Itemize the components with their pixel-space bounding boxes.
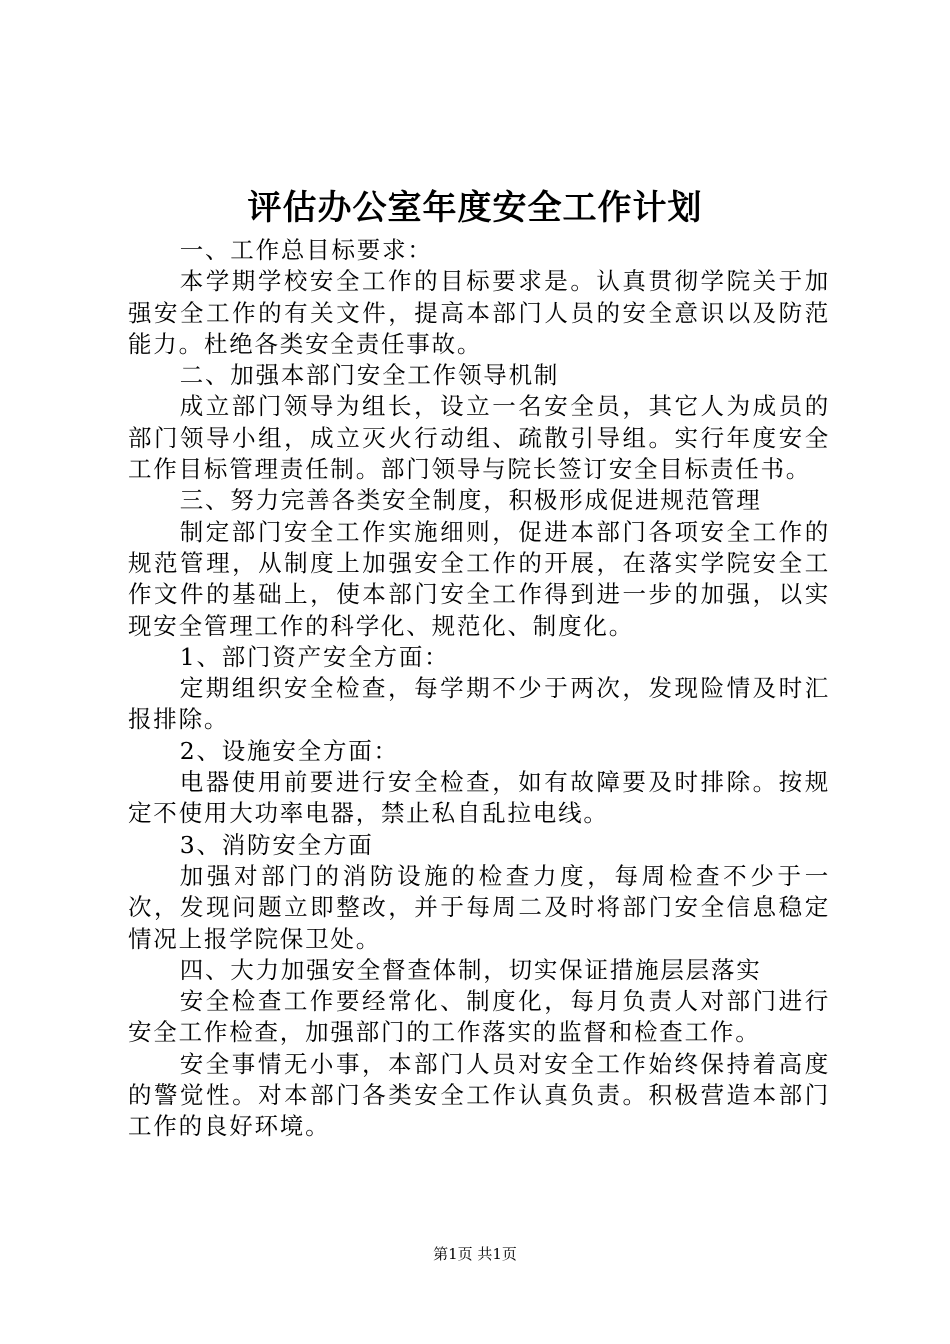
body-paragraph: 安全检查工作要经常化、制度化，每月负责人对部门进行安全工作检查，加强部门的工作落实的监督和检查工作。 xyxy=(128,987,830,1047)
body-paragraph: 安全事情无小事，本部门人员对安全工作始终保持着高度的警觉性。对本部门各类安全工作认真负责。积极营造本部门工作的良好环境。 xyxy=(128,1049,830,1141)
page-footer: 第1页 共1页 xyxy=(433,1245,517,1263)
section-heading-2: 二、加强本部门安全工作领导机制 xyxy=(179,361,560,390)
subsection-heading-3: 3、消防安全方面 xyxy=(179,830,374,859)
subsection-heading-1: 1、部门资产安全方面： xyxy=(179,642,450,671)
document-body xyxy=(128,235,830,1143)
body-paragraph: 成立部门领导为组长，设立一名安全员，其它人为成员的部门领导小组，成立灭火行动组、疏散引导组。实行年度安全工作目标管理责任制。部门领导与院长签订安全目标责任书。 xyxy=(128,392,830,484)
document-title: 评估办公室年度安全工作计划 xyxy=(247,188,703,228)
subsection-heading-2: 2、设施安全方面： xyxy=(179,736,399,765)
body-paragraph: 电器使用前要进行安全检查，如有故障要及时排除。按规定不使用大功率电器，禁止私自乱拉电线。 xyxy=(128,768,830,828)
section-heading-3: 三、努力完善各类安全制度，积极形成促进规范管理 xyxy=(179,486,762,515)
body-paragraph: 制定部门安全工作实施细则，促进本部门各项安全工作的规范管理，从制度上加强安全工作的开展，在落实学院安全工作文件的基础上，使本部门安全工作得到进一步的加强，以实现安全管理工作的科学化、规范化、制度化。 xyxy=(128,517,830,640)
body-paragraph: 本学期学校安全工作的目标要求是。认真贯彻学院关于加强安全工作的有关文件，提高本部门人员的安全意识以及防范能力。杜绝各类安全责任事故。 xyxy=(128,267,830,358)
body-paragraph: 定期组织安全检查，每学期不少于两次，发现险情及时汇报排除。 xyxy=(128,674,830,734)
section-heading-4: 四、大力加强安全督查体制，切实保证措施层层落实 xyxy=(179,955,762,984)
section-heading-1: 一、工作总目标要求： xyxy=(179,236,433,264)
body-paragraph: 加强对部门的消防设施的检查力度，每周检查不少于一次，发现问题立即整改，并于每周二及时将部门安全信息稳定情况上报学院保卫处。 xyxy=(128,861,830,953)
